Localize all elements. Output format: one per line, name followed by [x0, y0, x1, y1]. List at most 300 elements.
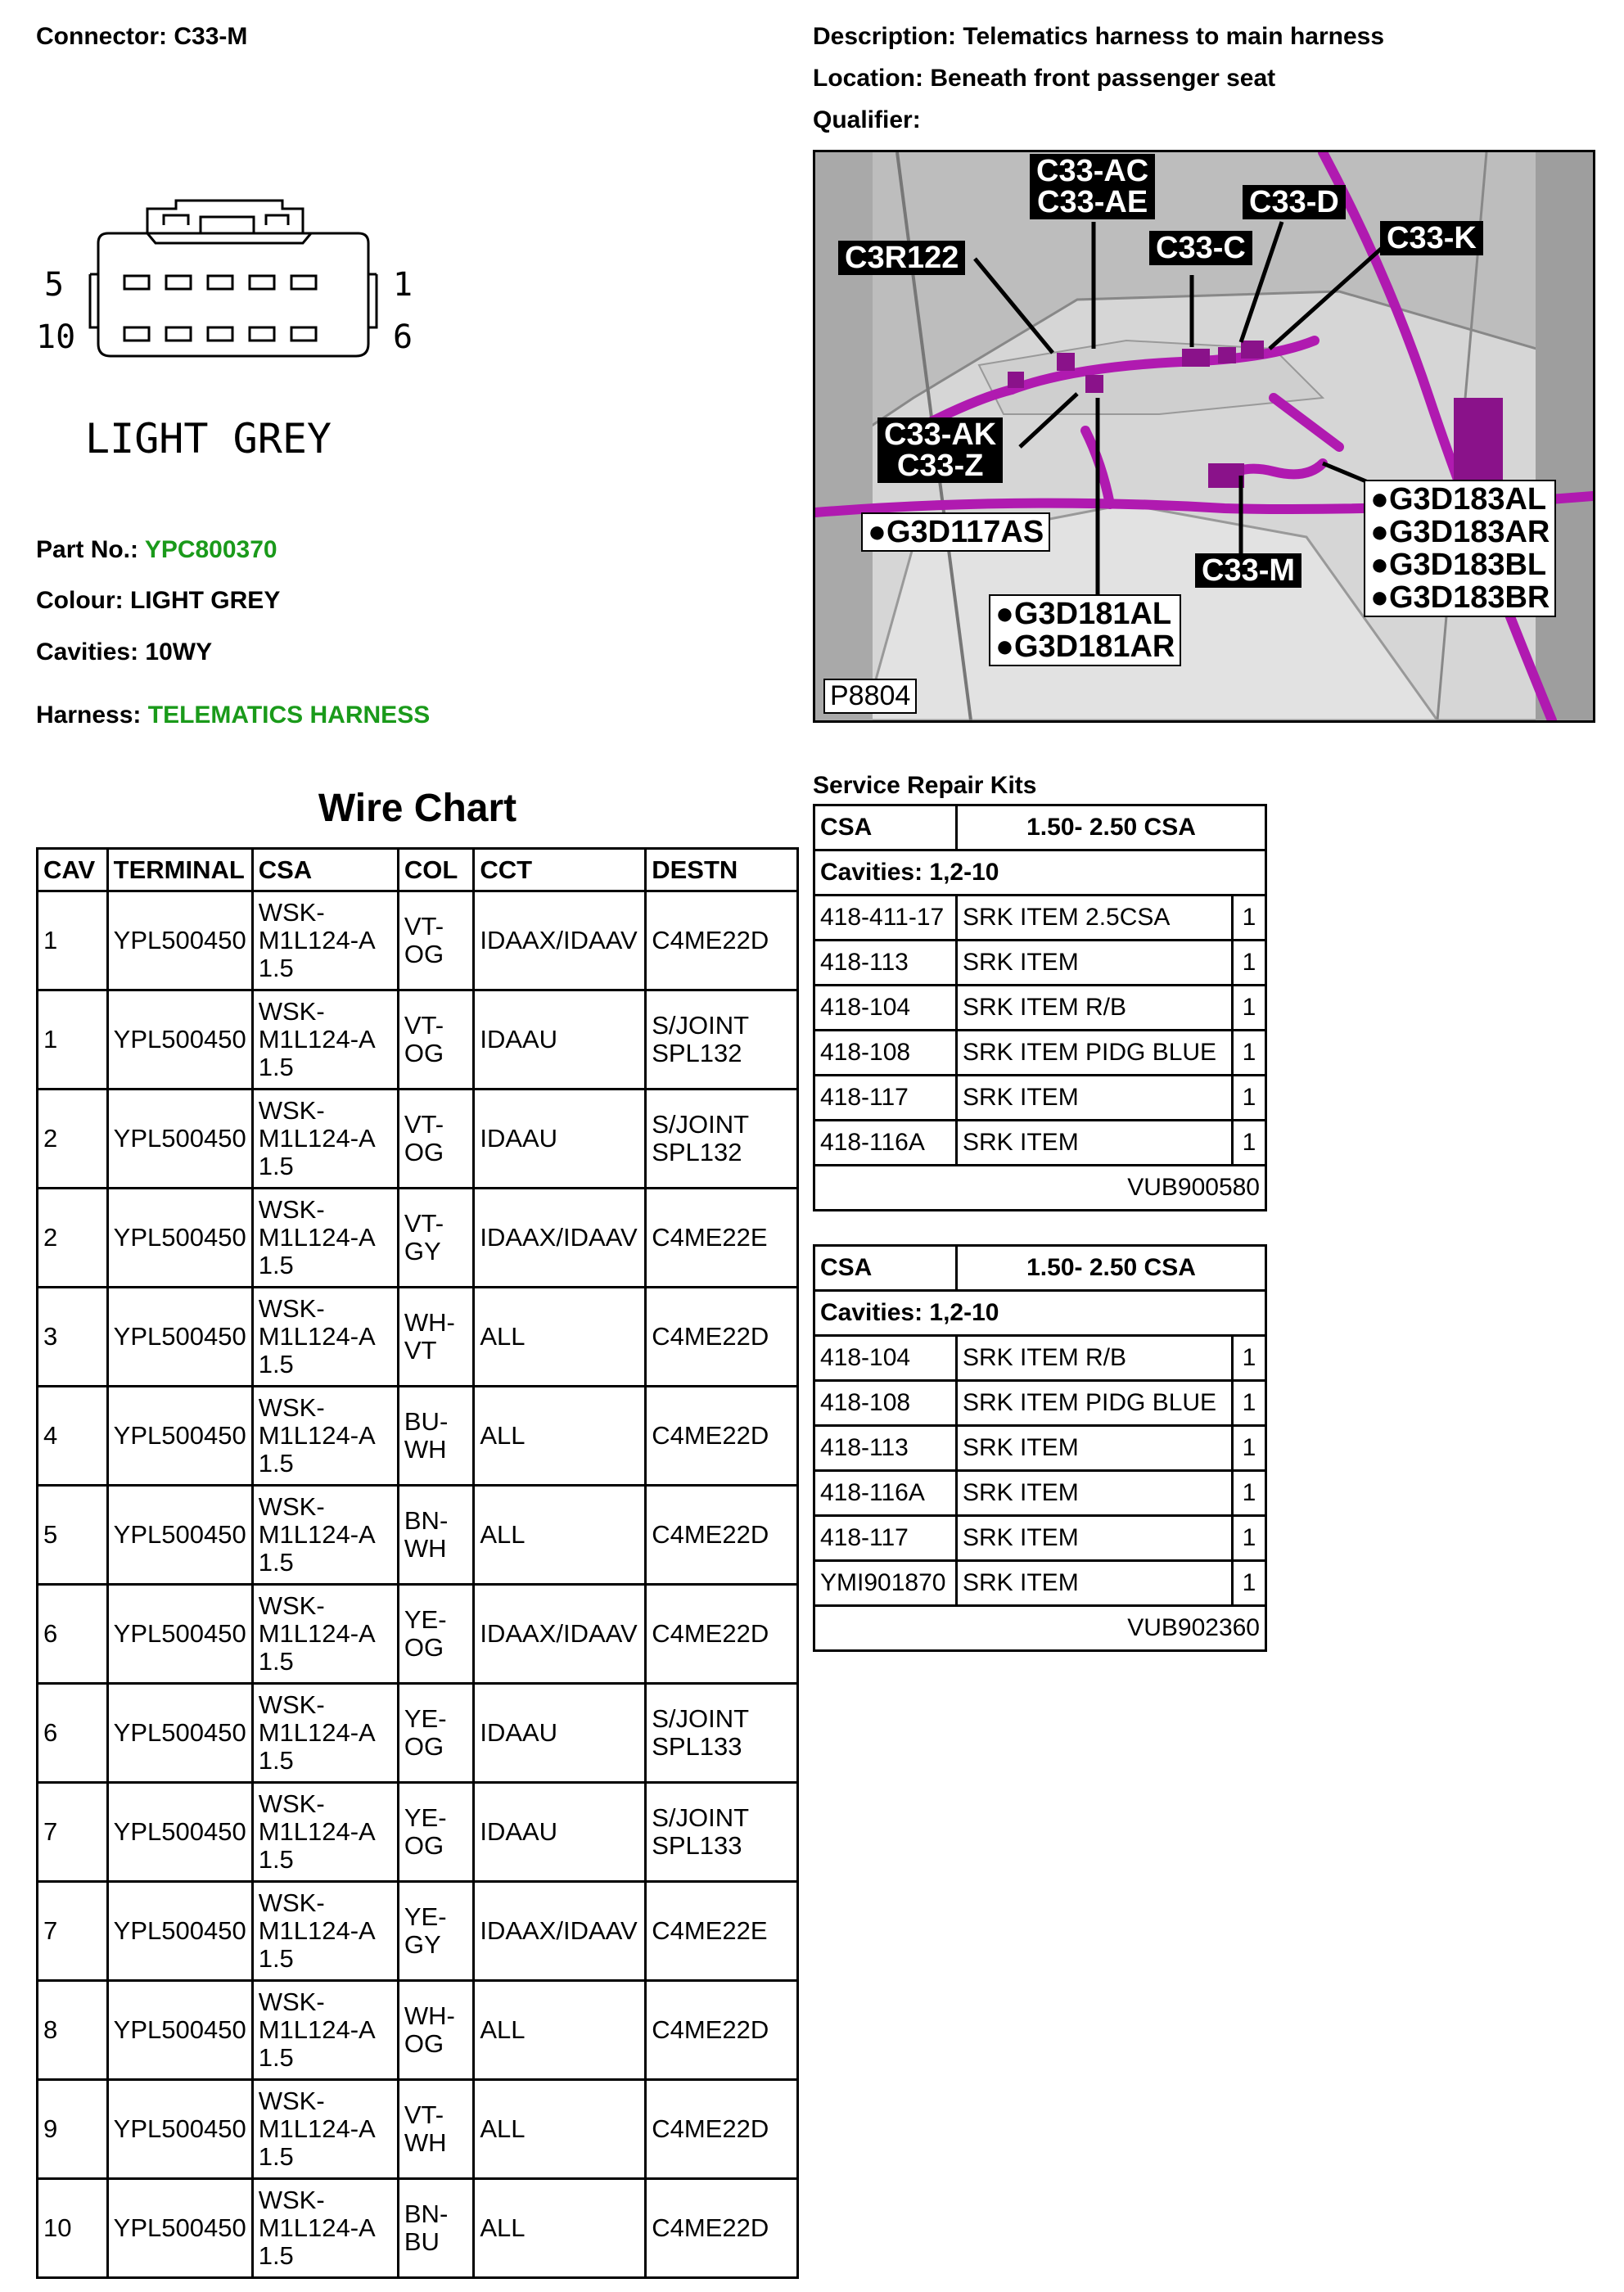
table-row	[38, 1486, 798, 1585]
csa-cell-line: M1L124-A	[258, 2213, 376, 2242]
callout-g3d183al: ●G3D183AL	[1370, 482, 1547, 517]
kit-item-qty: 1	[1233, 1121, 1266, 1166]
callout-c33-ac-ae	[1030, 154, 1155, 219]
col-cell-line: OG	[404, 2029, 444, 2058]
col-cell-line: OG	[404, 940, 444, 968]
kit-item-desc: SRK ITEM	[957, 1426, 1233, 1471]
description-value: Telematics harness to main harness	[963, 23, 1385, 50]
cct-cell	[474, 2080, 646, 2179]
csa-cell	[252, 2179, 398, 2278]
kit-item-row	[814, 1561, 1266, 1606]
cct-cell-line: IDAAX/IDAAV	[480, 926, 638, 954]
col-header-destn: DESTN	[646, 849, 798, 891]
csa-cell-line: WSK-	[258, 2186, 325, 2214]
destn-cell-line: SPL132	[652, 1138, 742, 1166]
cav-cell	[38, 1189, 108, 1288]
cct-cell-line: IDAAX/IDAAV	[480, 1223, 638, 1252]
kit-number-row	[814, 1166, 1266, 1211]
part-no-label: Part No.:	[36, 536, 139, 563]
destn-cell-line: C4ME22D	[652, 2213, 769, 2242]
harness-label: Harness:	[36, 702, 142, 729]
table-row	[38, 1684, 798, 1783]
csa-cell-line: 1.5	[258, 1944, 294, 1973]
cav-cell	[38, 2179, 108, 2278]
destn-cell-line: S/JOINT	[652, 1704, 750, 1733]
terminal-cell-line: YPL500450	[113, 2015, 246, 2044]
kit-item-desc: SRK ITEM	[957, 1471, 1233, 1516]
cav-cell-line: 6	[43, 1718, 58, 1747]
terminal-cell	[107, 1387, 252, 1486]
destn-cell-line: S/JOINT	[652, 1011, 750, 1040]
kit-item-code: 418-113	[814, 941, 957, 986]
cct-cell	[474, 1684, 646, 1783]
cct-cell	[474, 1783, 646, 1882]
csa-cell-line: WSK-	[258, 1888, 325, 1917]
kit-item-row	[814, 1076, 1266, 1121]
csa-cell-line: M1L124-A	[258, 2015, 376, 2044]
table-row	[38, 1981, 798, 2080]
cct-cell-line: ALL	[480, 1322, 526, 1351]
col-cell-line: OG	[404, 1138, 444, 1166]
terminal-cell-line: YPL500450	[113, 1619, 246, 1648]
kit-item-qty: 1	[1233, 1471, 1266, 1516]
callout-c33-k: C33-K	[1380, 221, 1483, 255]
destn-cell-line: SPL132	[652, 1039, 742, 1067]
table-row	[38, 2080, 798, 2179]
terminal-cell	[107, 1783, 252, 1882]
cavities-line	[36, 638, 212, 666]
colour-line	[36, 587, 280, 615]
cav-cell-line: 2	[43, 1124, 58, 1153]
repair-kits-title: Service Repair Kits	[813, 772, 1037, 799]
csa-cell-line: WSK-	[258, 2087, 325, 2115]
destn-cell-line: C4ME22E	[652, 1916, 768, 1945]
cav-cell	[38, 1783, 108, 1882]
repair-kit-table	[813, 1244, 1267, 1652]
cav-cell	[38, 1090, 108, 1189]
kit-item-row	[814, 1426, 1266, 1471]
table-row	[38, 1882, 798, 1981]
callout-g3d183	[1364, 480, 1556, 617]
destn-cell	[646, 1882, 798, 1981]
kit-item-desc: SRK ITEM PIDG BLUE	[957, 1031, 1233, 1076]
kit-item-row	[814, 1381, 1266, 1426]
destn-cell-line: C4ME22E	[652, 1223, 768, 1252]
callout-g3d183bl: ●G3D183BL	[1370, 548, 1547, 582]
cct-cell	[474, 1585, 646, 1684]
kit-item-desc: SRK ITEM	[957, 1561, 1233, 1606]
cct-cell-line: IDAAX/IDAAV	[480, 1916, 638, 1945]
terminal-cell	[107, 2179, 252, 2278]
destn-cell-line: C4ME22D	[652, 1421, 769, 1450]
col-cell-line: OG	[404, 1039, 444, 1067]
kit-csa-value: 1.50- 2.50 CSA	[957, 805, 1266, 850]
kit-item-code: 418-104	[814, 986, 957, 1031]
col-cell	[398, 1882, 473, 1981]
table-row	[38, 1189, 798, 1288]
connector-label: Connector:	[36, 23, 167, 50]
col-cell	[398, 2179, 473, 2278]
qualifier-line	[813, 106, 921, 134]
description-line	[813, 23, 1384, 51]
destn-cell	[646, 2179, 798, 2278]
destn-cell	[646, 1288, 798, 1387]
cav-cell	[38, 2080, 108, 2179]
csa-cell-line: WSK-	[258, 1393, 325, 1422]
terminal-cell-line: YPL500450	[113, 1025, 246, 1054]
csa-cell	[252, 1585, 398, 1684]
csa-cell-line: M1L124-A	[258, 1817, 376, 1846]
col-cell-line: OG	[404, 1732, 444, 1761]
cct-cell	[474, 990, 646, 1090]
col-cell	[398, 1090, 473, 1189]
csa-cell-line: WSK-	[258, 898, 325, 927]
csa-cell-line: 1.5	[258, 1647, 294, 1676]
col-cell	[398, 1981, 473, 2080]
callout-c33-m: C33-M	[1195, 553, 1301, 588]
kit-cavities-row	[814, 1291, 1266, 1336]
connector-face-drawing	[33, 192, 458, 487]
kit-item-desc: SRK ITEM R/B	[957, 986, 1233, 1031]
col-cell-line: BN-	[404, 1506, 449, 1535]
csa-cell-line: WSK-	[258, 997, 325, 1026]
terminal-cell	[107, 990, 252, 1090]
harness-line	[36, 702, 430, 729]
colour-value: LIGHT GREY	[129, 587, 281, 614]
destn-cell	[646, 1387, 798, 1486]
col-header-cav: CAV	[38, 849, 108, 891]
kit-item-qty: 1	[1233, 1381, 1266, 1426]
location-line	[813, 65, 1275, 92]
terminal-cell	[107, 1486, 252, 1585]
location-photo	[813, 150, 1595, 723]
kit-item-code: 418-117	[814, 1076, 957, 1121]
harness-link[interactable]: TELEMATICS HARNESS	[147, 702, 431, 729]
kit-item-code: 418-108	[814, 1381, 957, 1426]
wire-chart-title: Wire Chart	[318, 787, 517, 830]
terminal-cell-line: YPL500450	[113, 1322, 246, 1351]
cct-cell	[474, 891, 646, 990]
csa-cell	[252, 1684, 398, 1783]
table-row	[38, 990, 798, 1090]
cct-cell-line: ALL	[480, 1421, 526, 1450]
kit-item-code: 418-116A	[814, 1121, 957, 1166]
kit-item-desc: SRK ITEM 2.5CSA	[957, 896, 1233, 941]
cct-cell	[474, 1486, 646, 1585]
terminal-cell	[107, 1288, 252, 1387]
col-cell-line: YE-	[404, 1605, 447, 1634]
kit-item-row	[814, 941, 1266, 986]
pin-label-10: 10	[36, 318, 76, 356]
cav-cell	[38, 1684, 108, 1783]
csa-cell	[252, 2080, 398, 2179]
callout-c33-c: C33-C	[1149, 231, 1252, 265]
cavities-label: Cavities:	[36, 638, 139, 665]
callout-g3d181al: ●G3D181AL	[995, 597, 1172, 631]
destn-cell-line: S/JOINT	[652, 1803, 750, 1832]
terminal-cell	[107, 1882, 252, 1981]
terminal-cell	[107, 1585, 252, 1684]
terminal-cell	[107, 1090, 252, 1189]
kit-item-row	[814, 896, 1266, 941]
kit-item-qty: 1	[1233, 1336, 1266, 1381]
csa-cell-line: 1.5	[258, 1746, 294, 1775]
csa-cell-line: M1L124-A	[258, 926, 376, 954]
location-value: Beneath front passenger seat	[930, 65, 1276, 92]
csa-cell-line: M1L124-A	[258, 1421, 376, 1450]
destn-cell	[646, 1981, 798, 2080]
kit-item-code: 418-117	[814, 1516, 957, 1561]
csa-cell-line: 1.5	[258, 2241, 294, 2270]
terminal-cell	[107, 1981, 252, 2080]
terminal-cell	[107, 1189, 252, 1288]
csa-cell	[252, 1981, 398, 2080]
col-cell-line: WH-	[404, 2001, 455, 2030]
terminal-cell-line: YPL500450	[113, 1520, 246, 1549]
cct-cell-line: IDAAX/IDAAV	[480, 1619, 638, 1648]
terminal-cell-line: YPL500450	[113, 1223, 246, 1252]
kit-csa-label: CSA	[814, 805, 957, 850]
col-cell-line: BU-	[404, 1407, 449, 1436]
cct-cell	[474, 1288, 646, 1387]
part-no-link[interactable]: YPC800370	[144, 536, 277, 563]
csa-cell-line: M1L124-A	[258, 2114, 376, 2143]
callout-c3r122: C3R122	[838, 241, 965, 275]
cav-cell-line: 3	[43, 1322, 58, 1351]
col-header-terminal: TERMINAL	[107, 849, 252, 891]
callout-g3d183ar: ●G3D183AR	[1370, 515, 1550, 549]
destn-cell	[646, 990, 798, 1090]
kit-number: VUB902360	[814, 1606, 1266, 1651]
destn-cell-line: S/JOINT	[652, 1110, 750, 1139]
terminal-cell	[107, 2080, 252, 2179]
terminal-cell	[107, 891, 252, 990]
csa-cell-line: M1L124-A	[258, 1718, 376, 1747]
cct-cell-line: IDAAU	[480, 1817, 558, 1846]
kit-number: VUB900580	[814, 1166, 1266, 1211]
csa-cell-line: M1L124-A	[258, 1025, 376, 1054]
callout-g3d181ar: ●G3D181AR	[995, 629, 1175, 664]
table-row	[38, 891, 798, 990]
table-row	[38, 1585, 798, 1684]
kit-csa-label: CSA	[814, 1246, 957, 1291]
callout-c33-ak: C33-AK	[884, 417, 997, 452]
kit-item-row	[814, 986, 1266, 1031]
col-cell	[398, 1783, 473, 1882]
csa-cell-line: WSK-	[258, 1591, 325, 1620]
kit-item-qty: 1	[1233, 896, 1266, 941]
destn-cell	[646, 1486, 798, 1585]
destn-cell-line: C4ME22D	[652, 1619, 769, 1648]
cav-cell	[38, 1981, 108, 2080]
cav-cell-line: 7	[43, 1916, 58, 1945]
cav-cell	[38, 1882, 108, 1981]
col-cell	[398, 1387, 473, 1486]
kit-item-qty: 1	[1233, 1076, 1266, 1121]
destn-cell-line: C4ME22D	[652, 1322, 769, 1351]
repair-kit-table	[813, 804, 1267, 1211]
col-cell	[398, 1486, 473, 1585]
connector-face-svg	[33, 192, 458, 487]
kit-item-qty: 1	[1233, 1561, 1266, 1606]
kit-item-qty: 1	[1233, 1426, 1266, 1471]
kit-item-row	[814, 1336, 1266, 1381]
cct-cell-line: IDAAU	[480, 1718, 558, 1747]
kit-item-code: 418-108	[814, 1031, 957, 1076]
csa-cell-line: 1.5	[258, 1845, 294, 1874]
col-cell-line: WH	[404, 1435, 447, 1464]
cct-cell-line: ALL	[480, 1520, 526, 1549]
col-cell-line: YE-	[404, 1902, 447, 1931]
kit-item-code: YMI901870	[814, 1561, 957, 1606]
csa-cell	[252, 891, 398, 990]
cav-cell-line: 5	[43, 1520, 58, 1549]
col-cell-line: BN-	[404, 2200, 449, 2228]
kit-item-desc: SRK ITEM	[957, 1121, 1233, 1166]
kit-item-qty: 1	[1233, 1031, 1266, 1076]
cav-cell-line: 9	[43, 2114, 58, 2143]
col-cell	[398, 1189, 473, 1288]
kit-item-row	[814, 1516, 1266, 1561]
pin-label-5: 5	[44, 266, 65, 304]
csa-cell-line: M1L124-A	[258, 1619, 376, 1648]
col-cell-line: VT-	[404, 1209, 444, 1238]
csa-cell-line: M1L124-A	[258, 1520, 376, 1549]
csa-cell	[252, 1882, 398, 1981]
cct-cell	[474, 1090, 646, 1189]
kit-item-desc: SRK ITEM R/B	[957, 1336, 1233, 1381]
csa-cell-line: 1.5	[258, 1152, 294, 1180]
wire-chart-table	[36, 847, 799, 2279]
location-label: Location:	[813, 65, 923, 92]
colour-label: Colour:	[36, 587, 124, 614]
col-cell-line: WH	[404, 2128, 447, 2157]
destn-cell	[646, 1090, 798, 1189]
kit-item-row	[814, 1121, 1266, 1166]
terminal-cell-line: YPL500450	[113, 1916, 246, 1945]
csa-cell-line: WSK-	[258, 1294, 325, 1323]
destn-cell-line: C4ME22D	[652, 2015, 769, 2044]
terminal-cell	[107, 1684, 252, 1783]
col-cell	[398, 1684, 473, 1783]
csa-cell-line: 1.5	[258, 954, 294, 982]
csa-cell-line: 1.5	[258, 1251, 294, 1279]
col-cell-line: YE-	[404, 1704, 447, 1733]
cav-cell	[38, 1387, 108, 1486]
col-cell-line: GY	[404, 1930, 441, 1959]
col-cell-line: VT-	[404, 1011, 444, 1040]
callout-g3d181	[989, 594, 1181, 666]
col-cell	[398, 891, 473, 990]
kit-csa-row	[814, 805, 1266, 850]
callout-c33-ac: C33-AC	[1036, 154, 1149, 188]
cct-cell-line: ALL	[480, 2213, 526, 2242]
qualifier-label: Qualifier:	[813, 106, 921, 133]
destn-cell-line: C4ME22D	[652, 1520, 769, 1549]
col-cell-line: VT-	[404, 912, 444, 941]
cav-cell-line: 10	[43, 2213, 72, 2242]
col-cell	[398, 1288, 473, 1387]
col-cell-line: WH-	[404, 1308, 455, 1337]
destn-cell-line: C4ME22D	[652, 2114, 769, 2143]
col-header-cct: CCT	[474, 849, 646, 891]
cav-cell-line: 2	[43, 1223, 58, 1252]
kit-item-code: 418-116A	[814, 1471, 957, 1516]
kit-cavities: Cavities: 1,2-10	[814, 850, 1266, 896]
kit-number-row	[814, 1606, 1266, 1651]
part-no-line	[36, 536, 277, 564]
cav-cell	[38, 1585, 108, 1684]
cct-cell-line: ALL	[480, 2015, 526, 2044]
destn-cell	[646, 2080, 798, 2179]
csa-cell-line: 1.5	[258, 2043, 294, 2072]
col-cell-line: OG	[404, 1633, 444, 1662]
csa-cell-line: M1L124-A	[258, 1223, 376, 1252]
terminal-cell-line: YPL500450	[113, 1124, 246, 1153]
terminal-cell-line: YPL500450	[113, 1421, 246, 1450]
kit-item-qty: 1	[1233, 941, 1266, 986]
pin-label-6: 6	[393, 318, 413, 356]
connector-line	[36, 23, 247, 51]
table-row	[38, 2179, 798, 2278]
col-cell-line: VT-	[404, 1110, 444, 1139]
csa-cell-line: WSK-	[258, 1690, 325, 1719]
kit-item-desc: SRK ITEM	[957, 1076, 1233, 1121]
callout-c33-d: C33-D	[1243, 185, 1346, 219]
kit-item-desc: SRK ITEM PIDG BLUE	[957, 1381, 1233, 1426]
callout-c33-ak-z	[877, 417, 1003, 483]
kit-item-qty: 1	[1233, 1516, 1266, 1561]
kit-item-code: 418-411-17	[814, 896, 957, 941]
kit-item-row	[814, 1031, 1266, 1076]
csa-cell-line: 1.5	[258, 1053, 294, 1081]
csa-cell	[252, 990, 398, 1090]
col-cell	[398, 1585, 473, 1684]
csa-cell	[252, 1387, 398, 1486]
cav-cell-line: 7	[43, 1817, 58, 1846]
col-cell-line: VT	[404, 1336, 437, 1365]
kit-item-qty: 1	[1233, 986, 1266, 1031]
destn-cell	[646, 1585, 798, 1684]
csa-cell	[252, 1783, 398, 1882]
table-row	[38, 1387, 798, 1486]
photo-code: P8804	[823, 679, 917, 714]
csa-cell	[252, 1486, 398, 1585]
col-cell-line: OG	[404, 1831, 444, 1860]
csa-cell-line: 1.5	[258, 1350, 294, 1378]
table-row	[38, 1090, 798, 1189]
csa-cell-line: 1.5	[258, 2142, 294, 2171]
csa-cell-line: WSK-	[258, 1987, 325, 2016]
col-header-col: COL	[398, 849, 473, 891]
csa-cell-line: 1.5	[258, 1449, 294, 1478]
col-cell	[398, 990, 473, 1090]
terminal-cell-line: YPL500450	[113, 1817, 246, 1846]
cct-cell	[474, 1882, 646, 1981]
kit-item-code: 418-113	[814, 1426, 957, 1471]
destn-cell-line: C4ME22D	[652, 926, 769, 954]
cct-cell	[474, 1387, 646, 1486]
kit-item-desc: SRK ITEM	[957, 941, 1233, 986]
csa-cell-line: WSK-	[258, 1195, 325, 1224]
cav-cell-line: 1	[43, 926, 58, 954]
col-cell-line: WH	[404, 1534, 447, 1563]
pin-label-1: 1	[393, 266, 413, 304]
cav-cell-line: 6	[43, 1619, 58, 1648]
col-cell-line: GY	[404, 1237, 441, 1266]
col-cell	[398, 2080, 473, 2179]
cavities-value: 10WY	[145, 638, 213, 665]
